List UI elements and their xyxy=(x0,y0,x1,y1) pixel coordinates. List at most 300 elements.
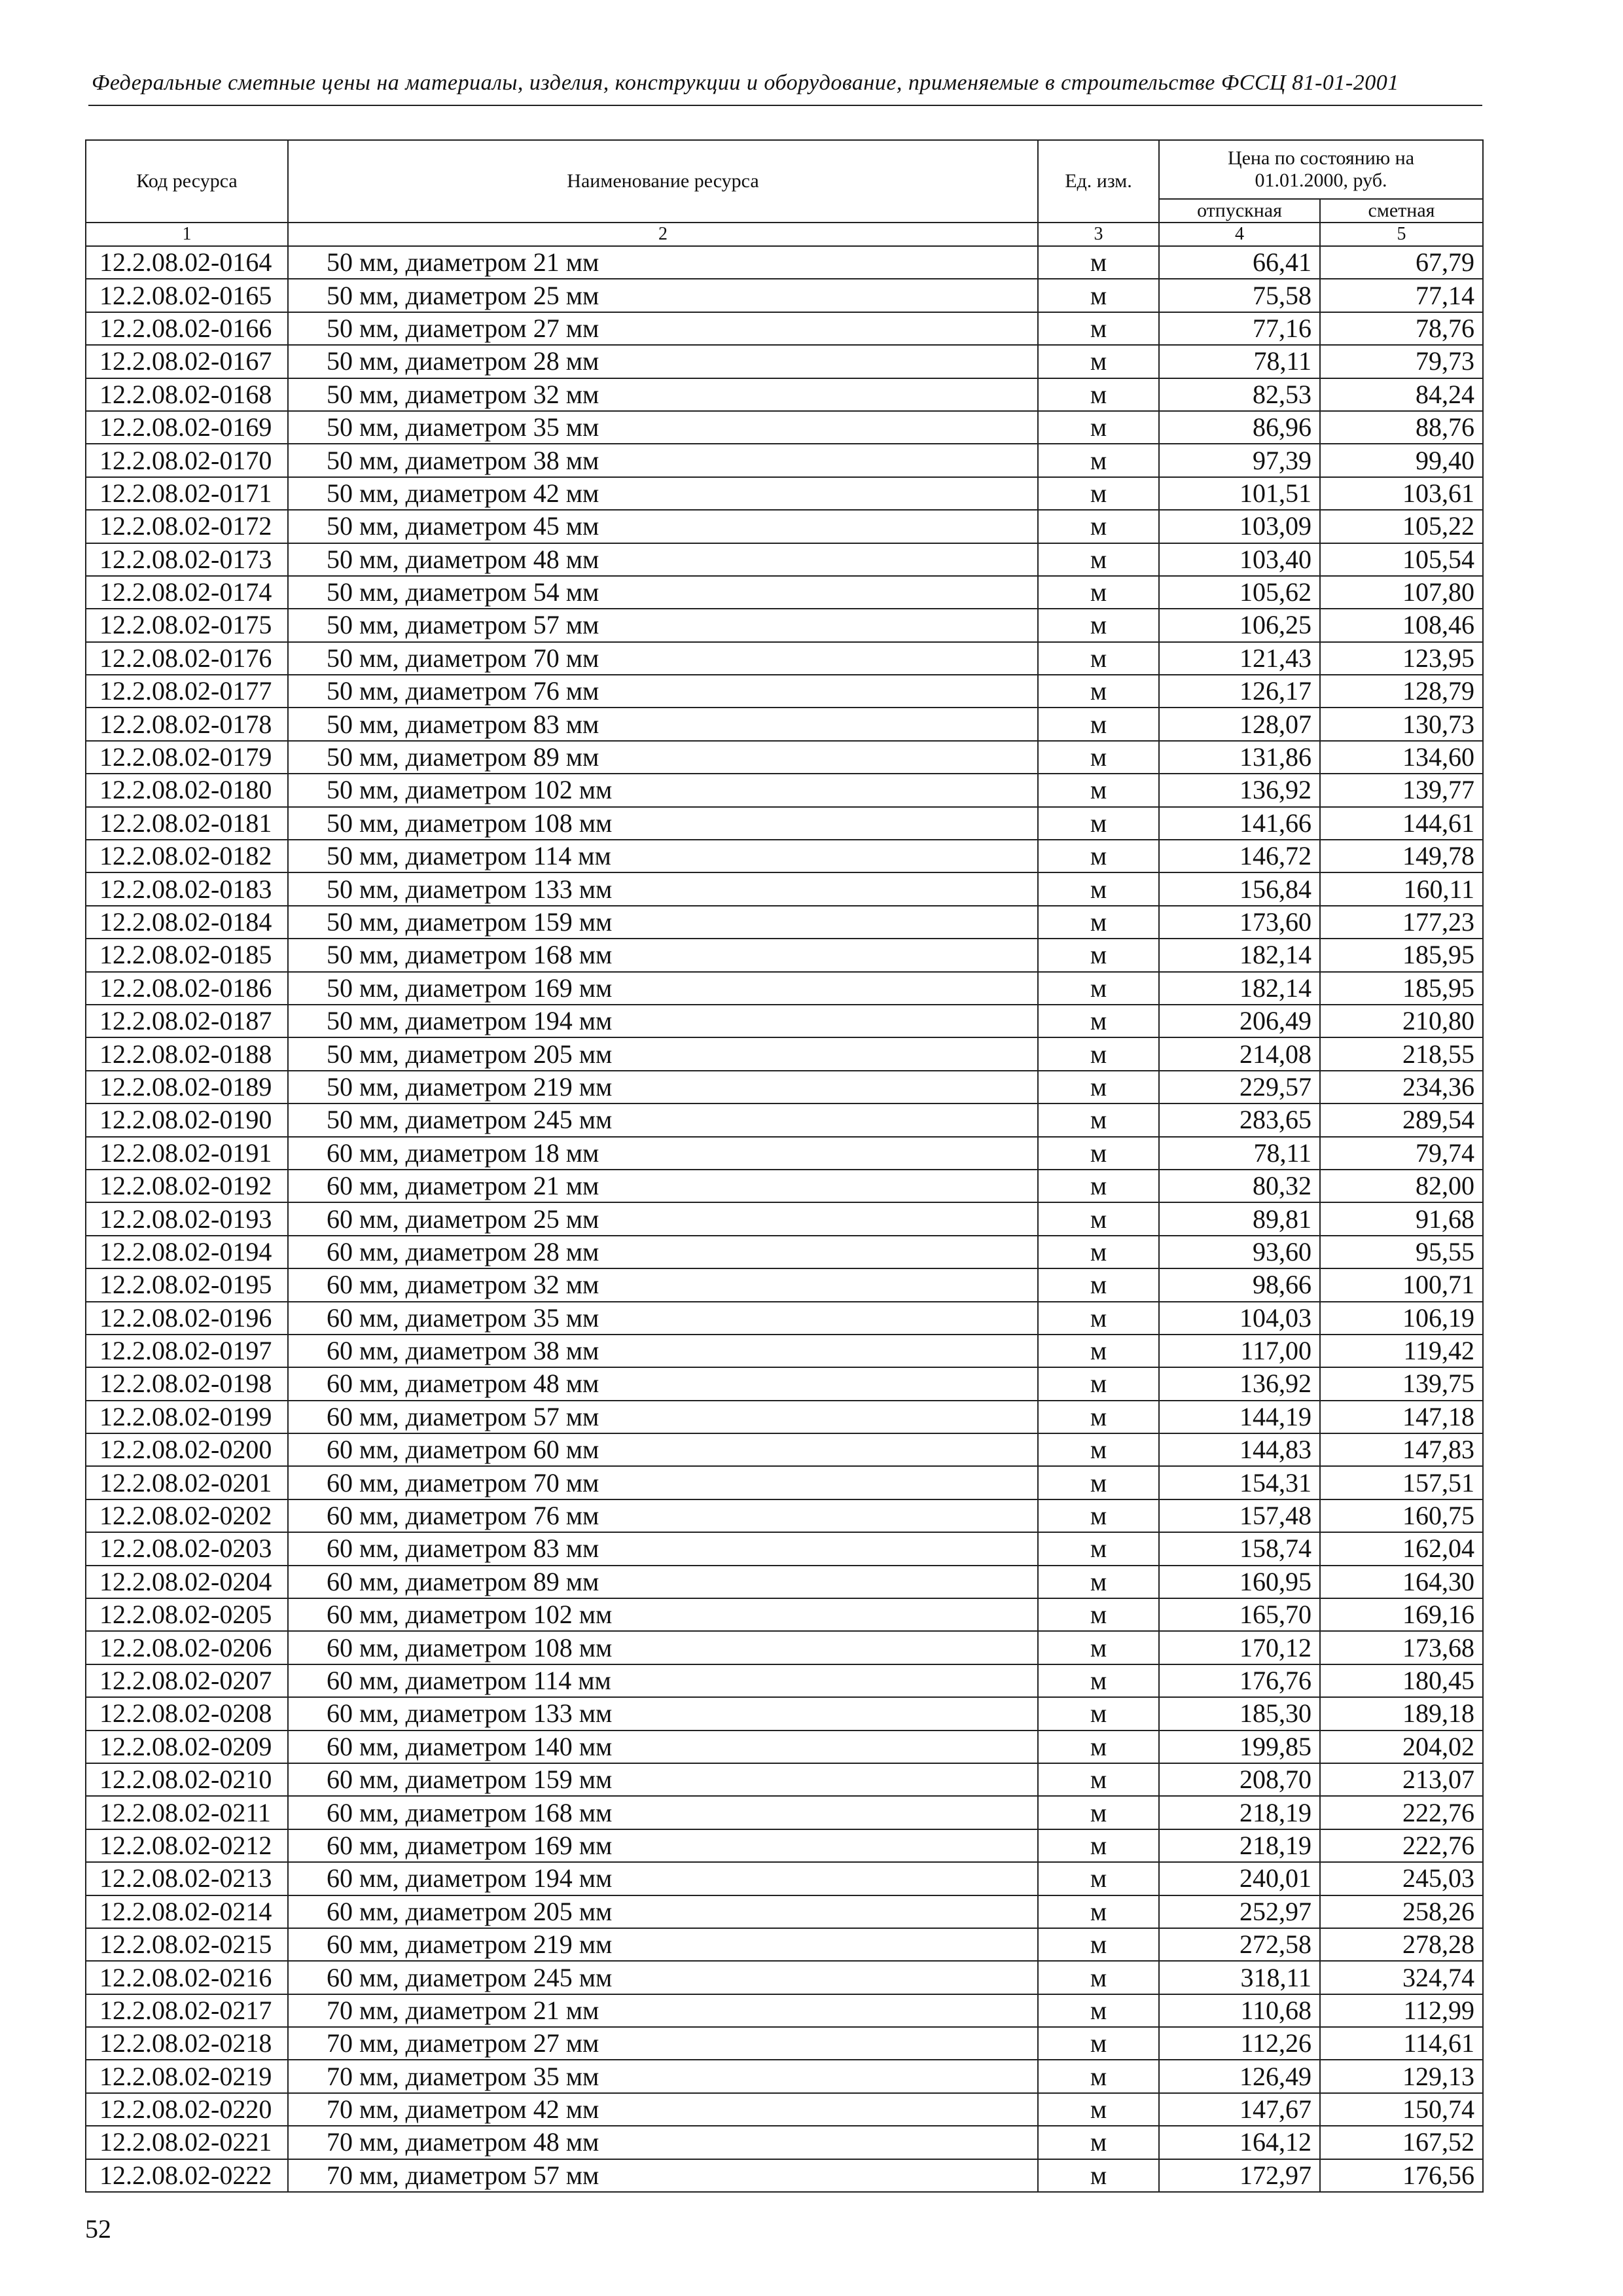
resource-code: 12.2.08.02-0220 xyxy=(86,2093,288,2126)
release-price: 98,66 xyxy=(1159,1268,1320,1301)
page-number: 52 xyxy=(85,2214,111,2244)
table-row xyxy=(86,279,1483,312)
estimate-price: 180,45 xyxy=(1320,1664,1483,1697)
table-row xyxy=(86,1664,1483,1697)
resource-code: 12.2.08.02-0192 xyxy=(86,1170,288,1202)
release-price: 78,11 xyxy=(1159,1137,1320,1170)
resource-name: 60 мм, диаметром 169 мм xyxy=(288,1829,1038,1862)
estimate-price: 67,79 xyxy=(1320,246,1483,279)
unit-cell: м xyxy=(1038,1631,1159,1664)
header-name: Наименование ресурса xyxy=(288,140,1038,223)
unit-cell: м xyxy=(1038,576,1159,609)
table-row xyxy=(86,972,1483,1005)
resource-code: 12.2.08.02-0176 xyxy=(86,642,288,675)
unit-cell: м xyxy=(1038,543,1159,576)
resource-code: 12.2.08.02-0202 xyxy=(86,1499,288,1532)
table-row xyxy=(86,872,1483,905)
unit-cell: м xyxy=(1038,477,1159,510)
unit-cell: м xyxy=(1038,1862,1159,1895)
resource-code: 12.2.08.02-0170 xyxy=(86,444,288,476)
resource-name: 50 мм, диаметром 83 мм xyxy=(288,708,1038,740)
resource-name: 60 мм, диаметром 219 мм xyxy=(288,1928,1038,1961)
header-estimate-price: сметная xyxy=(1320,199,1483,223)
unit-cell: м xyxy=(1038,906,1159,939)
table-row xyxy=(86,1566,1483,1598)
unit-cell: м xyxy=(1038,708,1159,740)
unit-cell: м xyxy=(1038,378,1159,411)
resource-code: 12.2.08.02-0211 xyxy=(86,1796,288,1829)
resource-code: 12.2.08.02-0213 xyxy=(86,1862,288,1895)
unit-cell: м xyxy=(1038,1466,1159,1499)
unit-cell: м xyxy=(1038,1994,1159,2027)
unit-cell: м xyxy=(1038,345,1159,378)
release-price: 112,26 xyxy=(1159,2027,1320,2060)
price-table xyxy=(85,139,1484,2193)
estimate-price: 150,74 xyxy=(1320,2093,1483,2126)
estimate-price: 160,11 xyxy=(1320,872,1483,905)
estimate-price: 106,19 xyxy=(1320,1302,1483,1335)
unit-cell: м xyxy=(1038,1037,1159,1070)
resource-name: 60 мм, диаметром 38 мм xyxy=(288,1335,1038,1367)
resource-name: 60 мм, диаметром 140 мм xyxy=(288,1731,1038,1763)
estimate-price: 123,95 xyxy=(1320,642,1483,675)
resource-name: 50 мм, диаметром 76 мм xyxy=(288,675,1038,708)
release-price: 218,19 xyxy=(1159,1796,1320,1829)
unit-cell: м xyxy=(1038,972,1159,1005)
column-number: 1 xyxy=(86,223,288,246)
estimate-price: 204,02 xyxy=(1320,1731,1483,1763)
resource-name: 50 мм, диаметром 89 мм xyxy=(288,741,1038,774)
release-price: 164,12 xyxy=(1159,2126,1320,2159)
unit-cell: м xyxy=(1038,1664,1159,1697)
estimate-price: 129,13 xyxy=(1320,2060,1483,2092)
table-row xyxy=(86,1862,1483,1895)
column-number-row xyxy=(86,223,1483,246)
resource-code: 12.2.08.02-0210 xyxy=(86,1763,288,1796)
table-row xyxy=(86,510,1483,543)
header-price-group: Цена по состоянию на 01.01.2000, руб. xyxy=(1159,140,1483,199)
estimate-price: 213,07 xyxy=(1320,1763,1483,1796)
resource-name: 50 мм, диаметром 169 мм xyxy=(288,972,1038,1005)
resource-code: 12.2.08.02-0194 xyxy=(86,1236,288,1268)
release-price: 82,53 xyxy=(1159,378,1320,411)
resource-code: 12.2.08.02-0167 xyxy=(86,345,288,378)
unit-cell: м xyxy=(1038,872,1159,905)
resource-code: 12.2.08.02-0171 xyxy=(86,477,288,510)
resource-name: 60 мм, диаметром 108 мм xyxy=(288,1631,1038,1664)
unit-cell: м xyxy=(1038,1170,1159,1202)
resource-name: 50 мм, диаметром 205 мм xyxy=(288,1037,1038,1070)
table-row xyxy=(86,1532,1483,1565)
release-price: 105,62 xyxy=(1159,576,1320,609)
resource-name: 50 мм, диаметром 102 мм xyxy=(288,774,1038,806)
estimate-price: 99,40 xyxy=(1320,444,1483,476)
header-unit: Ед. изм. xyxy=(1038,140,1159,223)
unit-cell: м xyxy=(1038,411,1159,444)
release-price: 144,83 xyxy=(1159,1433,1320,1466)
release-price: 66,41 xyxy=(1159,246,1320,279)
resource-code: 12.2.08.02-0198 xyxy=(86,1367,288,1400)
unit-cell: м xyxy=(1038,1103,1159,1136)
resource-code: 12.2.08.02-0203 xyxy=(86,1532,288,1565)
table-row xyxy=(86,2093,1483,2126)
table-row xyxy=(86,1433,1483,1466)
release-price: 101,51 xyxy=(1159,477,1320,510)
unit-cell: м xyxy=(1038,444,1159,476)
release-price: 182,14 xyxy=(1159,939,1320,971)
table-row xyxy=(86,774,1483,806)
table-row xyxy=(86,378,1483,411)
table-row xyxy=(86,1170,1483,1202)
table-row xyxy=(86,1466,1483,1499)
unit-cell: м xyxy=(1038,2126,1159,2159)
estimate-price: 176,56 xyxy=(1320,2159,1483,2192)
resource-code: 12.2.08.02-0196 xyxy=(86,1302,288,1335)
table-row xyxy=(86,1236,1483,1268)
table-row xyxy=(86,1994,1483,2027)
unit-cell: м xyxy=(1038,1005,1159,1037)
unit-cell: м xyxy=(1038,1433,1159,1466)
estimate-price: 107,80 xyxy=(1320,576,1483,609)
resource-name: 50 мм, диаметром 194 мм xyxy=(288,1005,1038,1037)
resource-name: 50 мм, диаметром 28 мм xyxy=(288,345,1038,378)
release-price: 176,76 xyxy=(1159,1664,1320,1697)
table-row xyxy=(86,840,1483,872)
table-row xyxy=(86,1367,1483,1400)
release-price: 126,49 xyxy=(1159,2060,1320,2092)
unit-cell: м xyxy=(1038,1763,1159,1796)
unit-cell: м xyxy=(1038,642,1159,675)
table-row xyxy=(86,807,1483,840)
resource-code: 12.2.08.02-0200 xyxy=(86,1433,288,1466)
resource-code: 12.2.08.02-0207 xyxy=(86,1664,288,1697)
resource-code: 12.2.08.02-0185 xyxy=(86,939,288,971)
unit-cell: м xyxy=(1038,1335,1159,1367)
release-price: 147,67 xyxy=(1159,2093,1320,2126)
resource-name: 60 мм, диаметром 114 мм xyxy=(288,1664,1038,1697)
resource-code: 12.2.08.02-0175 xyxy=(86,609,288,641)
unit-cell: м xyxy=(1038,1796,1159,1829)
table-row xyxy=(86,345,1483,378)
unit-cell: м xyxy=(1038,1236,1159,1268)
resource-code: 12.2.08.02-0180 xyxy=(86,774,288,806)
resource-name: 50 мм, диаметром 21 мм xyxy=(288,246,1038,279)
estimate-price: 245,03 xyxy=(1320,1862,1483,1895)
estimate-price: 218,55 xyxy=(1320,1037,1483,1070)
resource-code: 12.2.08.02-0182 xyxy=(86,840,288,872)
release-price: 97,39 xyxy=(1159,444,1320,476)
resource-name: 50 мм, диаметром 48 мм xyxy=(288,543,1038,576)
resource-code: 12.2.08.02-0189 xyxy=(86,1071,288,1103)
unit-cell: м xyxy=(1038,741,1159,774)
release-price: 106,25 xyxy=(1159,609,1320,641)
estimate-price: 258,26 xyxy=(1320,1895,1483,1928)
resource-name: 60 мм, диаметром 32 мм xyxy=(288,1268,1038,1301)
table-row xyxy=(86,312,1483,345)
resource-name: 60 мм, диаметром 48 мм xyxy=(288,1367,1038,1400)
resource-code: 12.2.08.02-0208 xyxy=(86,1697,288,1730)
resource-name: 60 мм, диаметром 60 мм xyxy=(288,1433,1038,1466)
estimate-price: 112,99 xyxy=(1320,1994,1483,2027)
release-price: 89,81 xyxy=(1159,1202,1320,1235)
estimate-price: 79,73 xyxy=(1320,345,1483,378)
estimate-price: 189,18 xyxy=(1320,1697,1483,1730)
resource-name: 70 мм, диаметром 48 мм xyxy=(288,2126,1038,2159)
table-row xyxy=(86,2159,1483,2192)
release-price: 126,17 xyxy=(1159,675,1320,708)
estimate-price: 222,76 xyxy=(1320,1829,1483,1862)
release-price: 182,14 xyxy=(1159,972,1320,1005)
resource-code: 12.2.08.02-0215 xyxy=(86,1928,288,1961)
table-row xyxy=(86,1731,1483,1763)
estimate-price: 100,71 xyxy=(1320,1268,1483,1301)
resource-name: 60 мм, диаметром 194 мм xyxy=(288,1862,1038,1895)
unit-cell: м xyxy=(1038,1302,1159,1335)
release-price: 78,11 xyxy=(1159,345,1320,378)
resource-code: 12.2.08.02-0165 xyxy=(86,279,288,312)
resource-code: 12.2.08.02-0191 xyxy=(86,1137,288,1170)
estimate-price: 95,55 xyxy=(1320,1236,1483,1268)
estimate-price: 119,42 xyxy=(1320,1335,1483,1367)
unit-cell: м xyxy=(1038,675,1159,708)
estimate-price: 144,61 xyxy=(1320,807,1483,840)
resource-code: 12.2.08.02-0181 xyxy=(86,807,288,840)
resource-code: 12.2.08.02-0168 xyxy=(86,378,288,411)
table-row xyxy=(86,1763,1483,1796)
estimate-price: 147,18 xyxy=(1320,1401,1483,1433)
release-price: 173,60 xyxy=(1159,906,1320,939)
table-row xyxy=(86,1137,1483,1170)
unit-cell: м xyxy=(1038,1731,1159,1763)
estimate-price: 149,78 xyxy=(1320,840,1483,872)
resource-name: 60 мм, диаметром 89 мм xyxy=(288,1566,1038,1598)
resource-name: 60 мм, диаметром 102 мм xyxy=(288,1598,1038,1631)
resource-name: 60 мм, диаметром 57 мм xyxy=(288,1401,1038,1433)
release-price: 144,19 xyxy=(1159,1401,1320,1433)
estimate-price: 84,24 xyxy=(1320,378,1483,411)
resource-name: 70 мм, диаметром 57 мм xyxy=(288,2159,1038,2192)
resource-name: 60 мм, диаметром 76 мм xyxy=(288,1499,1038,1532)
release-price: 318,11 xyxy=(1159,1961,1320,1994)
header-row xyxy=(86,140,1483,199)
table-row xyxy=(86,411,1483,444)
resource-name: 50 мм, диаметром 159 мм xyxy=(288,906,1038,939)
table-body xyxy=(86,246,1483,2192)
resource-name: 50 мм, диаметром 45 мм xyxy=(288,510,1038,543)
release-price: 214,08 xyxy=(1159,1037,1320,1070)
estimate-price: 162,04 xyxy=(1320,1532,1483,1565)
table-row xyxy=(86,1335,1483,1367)
table-row xyxy=(86,1037,1483,1070)
running-head: Федеральные сметные цены на материалы, изделия, конструкции и оборудование, применяемые в строительстве ФССЦ 81-01-2001 xyxy=(92,71,1399,95)
header-release-price: отпускная xyxy=(1159,199,1320,223)
resource-code: 12.2.08.02-0172 xyxy=(86,510,288,543)
unit-cell: м xyxy=(1038,1367,1159,1400)
estimate-price: 79,74 xyxy=(1320,1137,1483,1170)
resource-name: 50 мм, диаметром 114 мм xyxy=(288,840,1038,872)
release-price: 141,66 xyxy=(1159,807,1320,840)
release-price: 199,85 xyxy=(1159,1731,1320,1763)
release-price: 157,48 xyxy=(1159,1499,1320,1532)
release-price: 117,00 xyxy=(1159,1335,1320,1367)
estimate-price: 108,46 xyxy=(1320,609,1483,641)
estimate-price: 105,54 xyxy=(1320,543,1483,576)
estimate-price: 278,28 xyxy=(1320,1928,1483,1961)
table-row xyxy=(86,1499,1483,1532)
estimate-price: 177,23 xyxy=(1320,906,1483,939)
release-price: 103,40 xyxy=(1159,543,1320,576)
unit-cell: м xyxy=(1038,1961,1159,1994)
resource-name: 60 мм, диаметром 245 мм xyxy=(288,1961,1038,1994)
resource-code: 12.2.08.02-0193 xyxy=(86,1202,288,1235)
release-price: 93,60 xyxy=(1159,1236,1320,1268)
resource-code: 12.2.08.02-0188 xyxy=(86,1037,288,1070)
resource-code: 12.2.08.02-0179 xyxy=(86,741,288,774)
resource-name: 60 мм, диаметром 35 мм xyxy=(288,1302,1038,1335)
unit-cell: м xyxy=(1038,1137,1159,1170)
table-row xyxy=(86,1829,1483,1862)
table-row xyxy=(86,1598,1483,1631)
estimate-price: 78,76 xyxy=(1320,312,1483,345)
resource-code: 12.2.08.02-0212 xyxy=(86,1829,288,1862)
resource-code: 12.2.08.02-0217 xyxy=(86,1994,288,2027)
table-row xyxy=(86,1928,1483,1961)
resource-name: 60 мм, диаметром 25 мм xyxy=(288,1202,1038,1235)
resource-code: 12.2.08.02-0197 xyxy=(86,1335,288,1367)
resource-name: 70 мм, диаметром 42 мм xyxy=(288,2093,1038,2126)
unit-cell: м xyxy=(1038,279,1159,312)
resource-code: 12.2.08.02-0164 xyxy=(86,246,288,279)
table-row xyxy=(86,906,1483,939)
unit-cell: м xyxy=(1038,1401,1159,1433)
resource-name: 60 мм, диаметром 21 мм xyxy=(288,1170,1038,1202)
release-price: 156,84 xyxy=(1159,872,1320,905)
resource-name: 70 мм, диаметром 27 мм xyxy=(288,2027,1038,2060)
table-row xyxy=(86,543,1483,576)
release-price: 131,86 xyxy=(1159,741,1320,774)
release-price: 75,58 xyxy=(1159,279,1320,312)
resource-code: 12.2.08.02-0214 xyxy=(86,1895,288,1928)
estimate-price: 289,54 xyxy=(1320,1103,1483,1136)
estimate-price: 164,30 xyxy=(1320,1566,1483,1598)
resource-code: 12.2.08.02-0216 xyxy=(86,1961,288,1994)
unit-cell: м xyxy=(1038,1532,1159,1565)
table-row xyxy=(86,741,1483,774)
resource-name: 50 мм, диаметром 70 мм xyxy=(288,642,1038,675)
header-rule xyxy=(88,105,1482,106)
release-price: 185,30 xyxy=(1159,1697,1320,1730)
estimate-price: 88,76 xyxy=(1320,411,1483,444)
release-price: 170,12 xyxy=(1159,1631,1320,1664)
release-price: 208,70 xyxy=(1159,1763,1320,1796)
unit-cell: м xyxy=(1038,1697,1159,1730)
estimate-price: 91,68 xyxy=(1320,1202,1483,1235)
unit-cell: м xyxy=(1038,1071,1159,1103)
resource-code: 12.2.08.02-0174 xyxy=(86,576,288,609)
resource-name: 50 мм, диаметром 38 мм xyxy=(288,444,1038,476)
estimate-price: 139,75 xyxy=(1320,1367,1483,1400)
release-price: 136,92 xyxy=(1159,1367,1320,1400)
unit-cell: м xyxy=(1038,2060,1159,2092)
release-price: 146,72 xyxy=(1159,840,1320,872)
table-row xyxy=(86,1697,1483,1730)
resource-code: 12.2.08.02-0218 xyxy=(86,2027,288,2060)
resource-code: 12.2.08.02-0169 xyxy=(86,411,288,444)
release-price: 172,97 xyxy=(1159,2159,1320,2192)
unit-cell: м xyxy=(1038,774,1159,806)
release-price: 77,16 xyxy=(1159,312,1320,345)
table-row xyxy=(86,1005,1483,1037)
resource-name: 60 мм, диаметром 18 мм xyxy=(288,1137,1038,1170)
release-price: 80,32 xyxy=(1159,1170,1320,1202)
estimate-price: 185,95 xyxy=(1320,939,1483,971)
table-row xyxy=(86,1401,1483,1433)
release-price: 272,58 xyxy=(1159,1928,1320,1961)
estimate-price: 185,95 xyxy=(1320,972,1483,1005)
resource-name: 70 мм, диаметром 35 мм xyxy=(288,2060,1038,2092)
estimate-price: 130,73 xyxy=(1320,708,1483,740)
release-price: 154,31 xyxy=(1159,1466,1320,1499)
estimate-price: 103,61 xyxy=(1320,477,1483,510)
estimate-price: 234,36 xyxy=(1320,1071,1483,1103)
resource-name: 50 мм, диаметром 245 мм xyxy=(288,1103,1038,1136)
resource-code: 12.2.08.02-0222 xyxy=(86,2159,288,2192)
estimate-price: 147,83 xyxy=(1320,1433,1483,1466)
resource-name: 50 мм, диаметром 32 мм xyxy=(288,378,1038,411)
unit-cell: м xyxy=(1038,1928,1159,1961)
resource-name: 60 мм, диаметром 83 мм xyxy=(288,1532,1038,1565)
resource-name: 50 мм, диаметром 25 мм xyxy=(288,279,1038,312)
release-price: 110,68 xyxy=(1159,1994,1320,2027)
resource-name: 60 мм, диаметром 205 мм xyxy=(288,1895,1038,1928)
resource-name: 60 мм, диаметром 28 мм xyxy=(288,1236,1038,1268)
table-row xyxy=(86,246,1483,279)
table-row xyxy=(86,1631,1483,1664)
estimate-price: 173,68 xyxy=(1320,1631,1483,1664)
release-price: 160,95 xyxy=(1159,1566,1320,1598)
estimate-price: 128,79 xyxy=(1320,675,1483,708)
unit-cell: м xyxy=(1038,807,1159,840)
unit-cell: м xyxy=(1038,312,1159,345)
release-price: 229,57 xyxy=(1159,1071,1320,1103)
table-row xyxy=(86,675,1483,708)
estimate-price: 160,75 xyxy=(1320,1499,1483,1532)
table-row xyxy=(86,609,1483,641)
resource-code: 12.2.08.02-0166 xyxy=(86,312,288,345)
release-price: 240,01 xyxy=(1159,1862,1320,1895)
table-row xyxy=(86,1268,1483,1301)
estimate-price: 157,51 xyxy=(1320,1466,1483,1499)
unit-cell: м xyxy=(1038,840,1159,872)
release-price: 86,96 xyxy=(1159,411,1320,444)
header-code: Код ресурса xyxy=(86,140,288,223)
table-row xyxy=(86,1202,1483,1235)
resource-name: 60 мм, диаметром 159 мм xyxy=(288,1763,1038,1796)
unit-cell: м xyxy=(1038,246,1159,279)
resource-code: 12.2.08.02-0183 xyxy=(86,872,288,905)
estimate-price: 77,14 xyxy=(1320,279,1483,312)
table-row xyxy=(86,939,1483,971)
resource-name: 60 мм, диаметром 70 мм xyxy=(288,1466,1038,1499)
table-row xyxy=(86,1103,1483,1136)
table-row xyxy=(86,477,1483,510)
resource-name: 50 мм, диаметром 219 мм xyxy=(288,1071,1038,1103)
estimate-price: 210,80 xyxy=(1320,1005,1483,1037)
resource-code: 12.2.08.02-0204 xyxy=(86,1566,288,1598)
resource-code: 12.2.08.02-0173 xyxy=(86,543,288,576)
release-price: 136,92 xyxy=(1159,774,1320,806)
resource-code: 12.2.08.02-0209 xyxy=(86,1731,288,1763)
